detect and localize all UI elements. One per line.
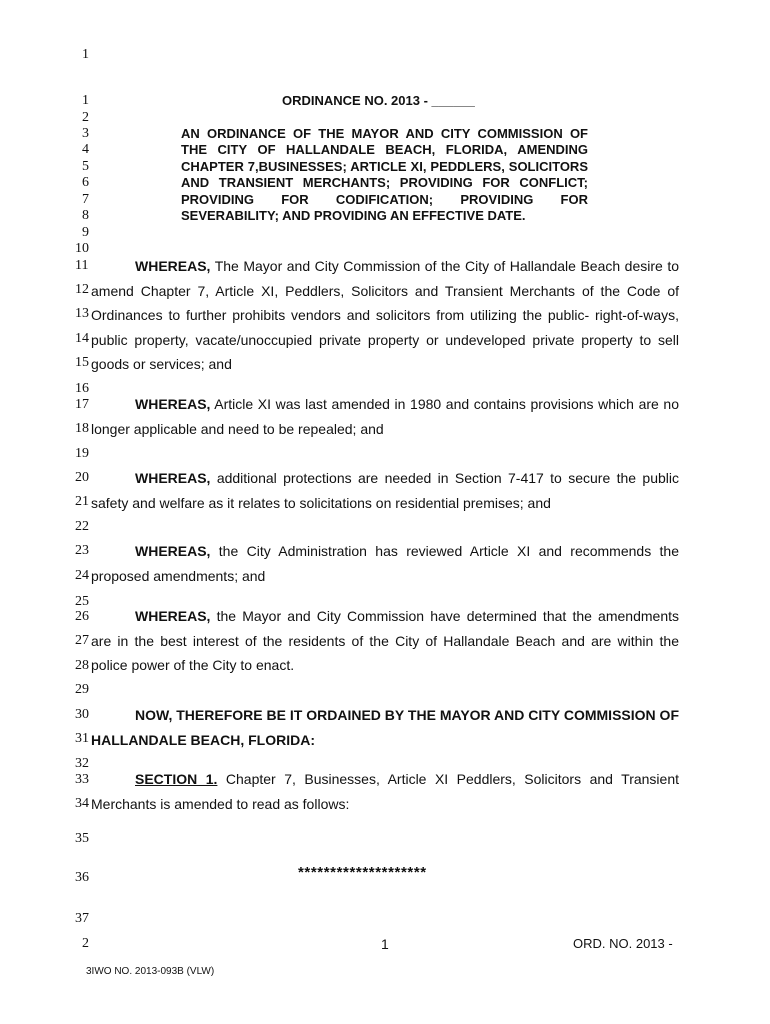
line-number: 3: [82, 126, 89, 141]
line-number: 14: [75, 331, 89, 346]
line-number: 12: [75, 282, 89, 297]
line-number: 5: [82, 159, 89, 174]
section-label: SECTION 1.: [135, 771, 218, 787]
line-number: 13: [75, 306, 89, 321]
line-number: 21: [75, 494, 89, 509]
line-number: 36: [75, 870, 89, 885]
line-number: 33: [75, 772, 89, 787]
line-number: 22: [75, 519, 89, 534]
whereas-paragraph-1: [91, 254, 679, 377]
line-number: 24: [75, 568, 89, 583]
whereas-label: WHEREAS,: [135, 470, 211, 486]
line-number: 8: [82, 208, 89, 223]
line-number: 28: [75, 658, 89, 673]
line-number: 32: [75, 756, 89, 771]
line-number: 6: [82, 175, 89, 190]
line-number: 2: [82, 110, 89, 125]
line-number: 15: [75, 355, 89, 370]
line-number: 10: [75, 241, 89, 256]
ordained-text: NOW, THEREFORE BE IT ORDAINED BY THE MAYOR AND CITY COMMISSION OF HALLANDALE BEACH, FLORIDA:: [91, 707, 679, 748]
whereas-paragraph-3: [91, 466, 679, 515]
whereas-label: WHEREAS,: [135, 608, 211, 624]
whereas-label: WHEREAS,: [135, 396, 211, 412]
line-number: 37: [75, 911, 89, 926]
line-number: 2: [82, 936, 89, 951]
whereas-text: additional protections are needed in Section 7-417 to secure the public safety and welfare as it relates to solicitations on residential premises; and: [91, 470, 680, 511]
line-number: 29: [75, 682, 89, 697]
line-number: 20: [75, 470, 89, 485]
line-number: 27: [75, 633, 89, 648]
line-number: 18: [75, 421, 89, 436]
line-number: 11: [75, 258, 89, 273]
line-number: 1: [82, 47, 89, 62]
line-number: 1: [82, 93, 89, 108]
line-number: 30: [75, 707, 89, 722]
line-number: 35: [75, 831, 89, 846]
whereas-label: WHEREAS,: [135, 543, 211, 559]
line-number: 23: [75, 543, 89, 558]
line-number: 26: [75, 609, 89, 624]
whereas-text: the City Administration has reviewed Article XI and recommends the proposed amendments; and: [91, 543, 680, 584]
whereas-text: Article XI was last amended in 1980 and contains provisions which are no longer applicable and need to be repealed; and: [91, 396, 679, 437]
line-number: 31: [75, 731, 89, 746]
whereas-paragraph-2: [91, 392, 679, 441]
line-number: 17: [75, 397, 89, 412]
footer-page-number: 1: [381, 936, 389, 952]
line-number: 7: [82, 192, 89, 207]
line-number: 19: [75, 446, 89, 461]
whereas-text: The Mayor and City Commission of the City of Hallandale Beach desire to amend Chapter 7, Article XI, Peddlers, Solicitors and Transient Merchants of the Code of Ordinances to further prohibits vendors and solicitors from utilizing the public- right-of-ways, public property, vacate/unoccupied private property or undeveloped private property to sell goods or services; and: [91, 258, 679, 372]
line-number: 16: [75, 381, 89, 396]
line-number: 4: [82, 142, 89, 157]
line-number: 9: [82, 225, 89, 240]
ordinance-title: ORDINANCE NO. 2013 - ______: [282, 93, 475, 108]
whereas-paragraph-5: [91, 604, 679, 678]
line-number: 34: [75, 796, 89, 811]
whereas-paragraph-4: [91, 539, 679, 588]
whereas-label: WHEREAS,: [135, 258, 211, 274]
ordinance-heading: AN ORDINANCE OF THE MAYOR AND CITY COMMISSION OF THE CITY OF HALLANDALE BEACH, FLORIDA, AMENDING CHAPTER 7,BUSINESSES; ARTICLE XI, PEDDLERS, SOLICITORS AND TRANSIENT MERCHANTS; PROVIDING FOR CONFLICT; PROVIDING FOR CODIFICATION; PROVIDING FOR SEVERABILITY; AND PROVIDING AN EFFECTIVE DATE.: [181, 126, 588, 224]
section-text: Chapter 7, Businesses, Article XI Peddlers, Solicitors and Transient Merchants is amended to read as follows:: [91, 771, 680, 812]
section-1-paragraph: [91, 767, 679, 816]
line-number: 25: [75, 594, 89, 609]
ordained-paragraph: [91, 703, 679, 752]
whereas-text: the Mayor and City Commission have determined that the amendments are in the best interest of the residents of the City of Hallandale Beach and are within the police power of the City to enact.: [91, 608, 679, 673]
footer-ordinance-number: ORD. NO. 2013 -: [573, 936, 673, 951]
footer-document-code: 3IWO NO. 2013-093B (VLW): [86, 966, 215, 977]
separator-stars: ********************: [298, 864, 427, 881]
